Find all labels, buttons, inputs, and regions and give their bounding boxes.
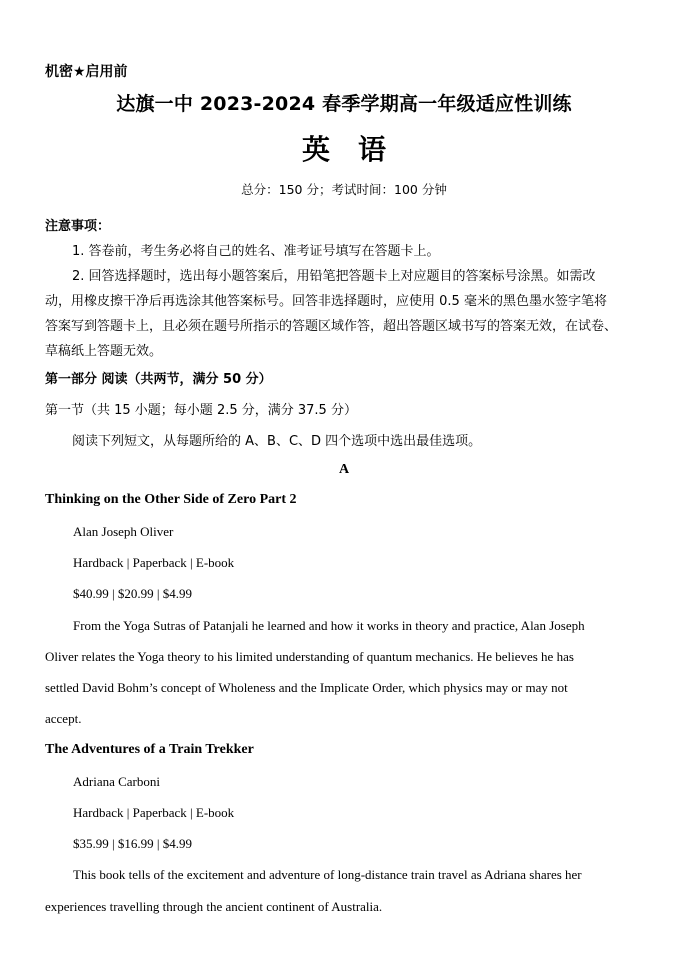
book-2-formats: Hardback | Paperback | E-book (73, 805, 235, 820)
note-item-2-line-2: 动，用橡皮擦干净后再选涂其他答案标号。回答非选择题时，应使用 0.5 毫米的黑色墨水签字笔将 (45, 294, 607, 309)
book-1-desc-line-4: accept. (45, 711, 82, 726)
book-2-desc-line-1: This book tells of the excitement and adventure of long-distance train travel as Adriana shares her (73, 867, 582, 882)
notes-heading: 注意事项： (45, 219, 111, 234)
book-1-desc-line-2: Oliver relates the Yoga theory to his limited understanding of quantum mechanics. He believes he has (45, 649, 574, 664)
note-item-2-line-3: 答案写到答题卡上，且必须在题号所指示的答题区域作答，超出答题区域书写的答案无效，在试卷、 (45, 319, 618, 334)
note-item-2-line-4: 草稿纸上答题无效。 (45, 344, 163, 359)
book-1-formats: Hardback | Paperback | E-book (73, 555, 235, 570)
passage-label: A (338, 462, 350, 477)
book-2-title: The Adventures of a Train Trekker (45, 742, 254, 757)
book-2-author: Adriana Carboni (73, 774, 161, 789)
book-1-desc-line-1: From the Yoga Sutras of Patanjali he learned and how it works in theory and practice, Alan Joseph (73, 618, 585, 633)
confidential-mark: 机密★启用前 (45, 64, 128, 80)
book-2-prices: $35.99 | $16.99 | $4.99 (73, 836, 192, 851)
note-item-1: 1. 答卷前，考生务必将自己的姓名、准考证号填写在答题卡上。 (72, 244, 440, 259)
reading-instruction: 阅读下列短文，从每题所给的 A、B、C、D 四个选项中选出最佳选项。 (72, 434, 482, 449)
book-2-desc-line-2: experiences travelling through the ancient continent of Australia. (45, 899, 383, 914)
book-1-desc-line-3: settled David Bohm’s concept of Wholeness and the Implicate Order, which physics may or may not (45, 680, 568, 695)
score-time-info: 总分：150 分；考试时间：100 分钟 (241, 182, 447, 197)
book-1-author: Alan Joseph Oliver (73, 524, 174, 539)
section1-heading: 第一节（共 15 小题；每小题 2.5 分，满分 37.5 分） (45, 403, 357, 418)
book-1-title: Thinking on the Other Side of Zero Part 2 (45, 492, 297, 507)
note-item-2-line-1: 2. 回答选择题时，选出每小题答案后，用铅笔把答题卡上对应题目的答案标号涂黑。如需改 (72, 269, 596, 284)
exam-title: 达旗一中 2023-2024 春季学期高一年级适应性训练 (116, 93, 572, 115)
book-1-prices: $40.99 | $20.99 | $4.99 (73, 586, 192, 601)
subject-title: 英 语 (301, 133, 386, 166)
part1-heading: 第一部分 阅读（共两节，满分 50 分） (45, 372, 272, 387)
